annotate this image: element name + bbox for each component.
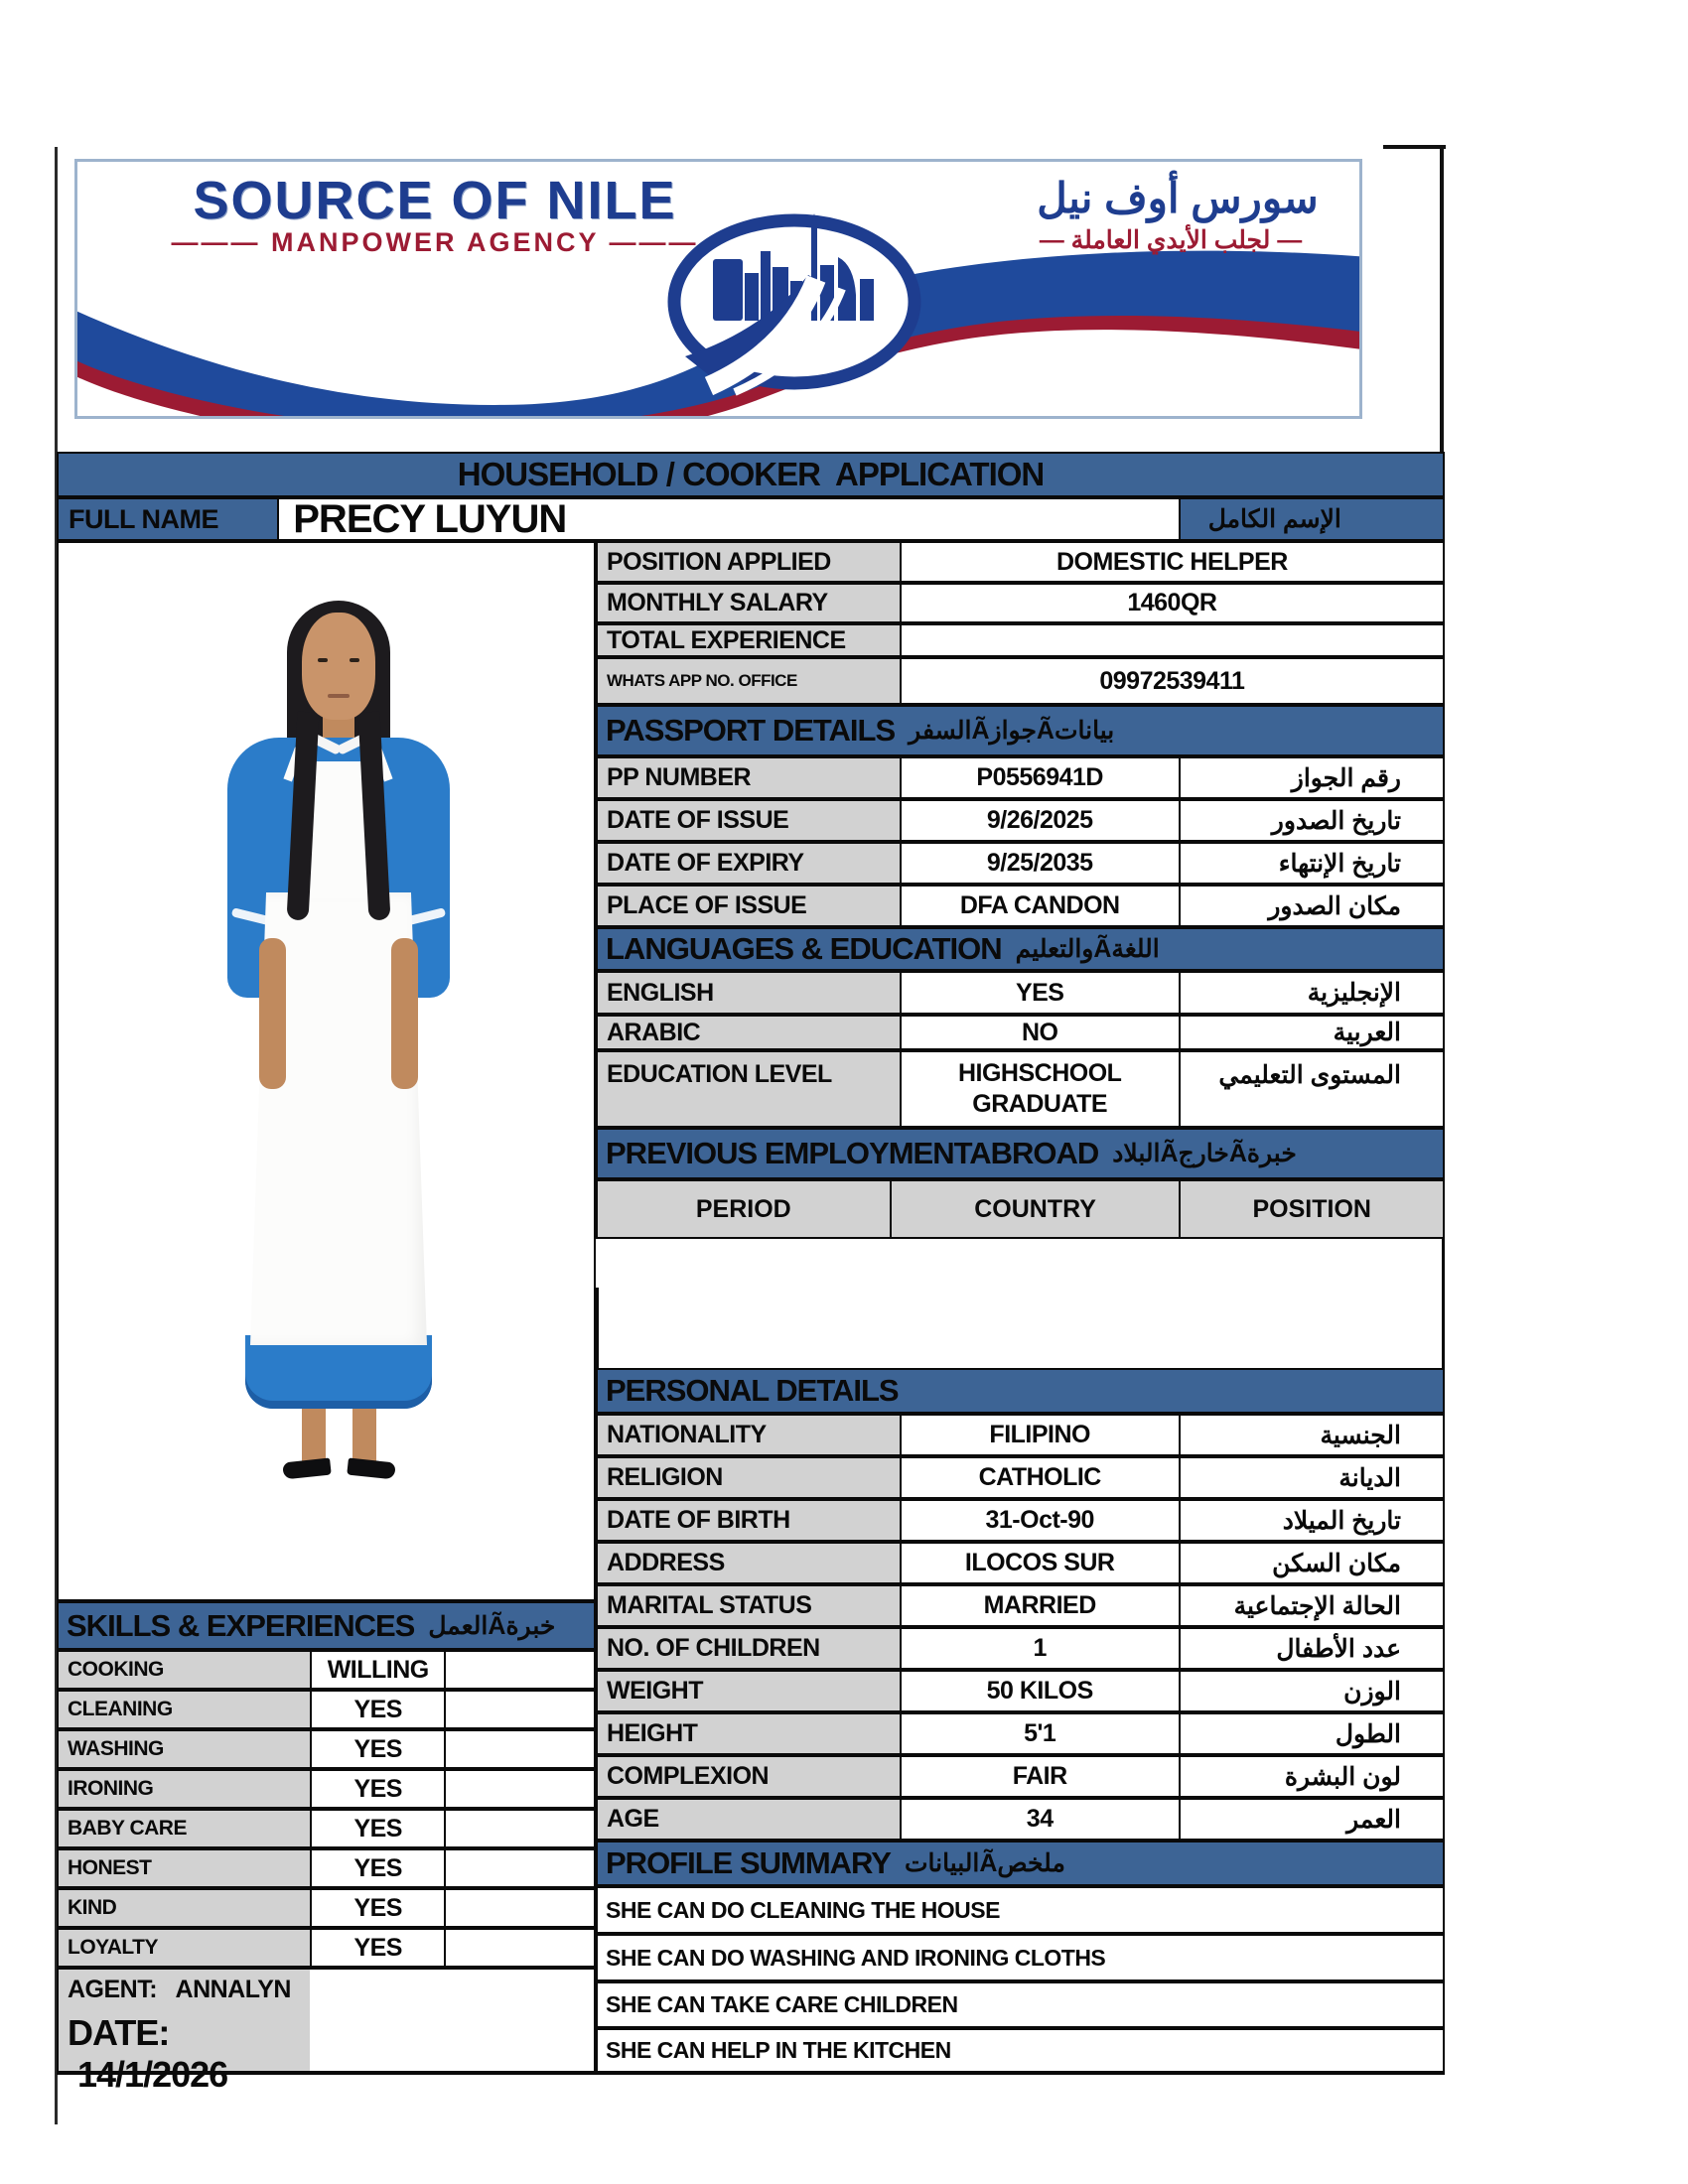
skill-value: YES xyxy=(310,1731,444,1767)
page-right-border xyxy=(1440,145,1444,455)
field-label-arabic: مكان الصدور xyxy=(1179,887,1443,925)
skill-label: HONEST xyxy=(59,1850,310,1886)
column-header-position: POSITION xyxy=(1179,1181,1443,1237)
table-row xyxy=(596,799,1445,842)
field-value: P0556941D xyxy=(900,758,1179,797)
field-label: RELIGION xyxy=(598,1458,900,1497)
field-label: PLACE OF ISSUE xyxy=(598,887,900,925)
field-label-arabic: الإنجليزية xyxy=(1179,973,1443,1013)
field-value xyxy=(900,625,1443,655)
skill-label: KIND xyxy=(59,1890,310,1926)
field-label: DATE OF BIRTH xyxy=(598,1501,900,1540)
agency-logo-banner xyxy=(74,159,1362,419)
skill-value: YES xyxy=(310,1890,444,1926)
field-label: HEIGHT xyxy=(598,1714,900,1753)
skill-row xyxy=(57,1928,596,1968)
field-label-arabic: تاريخ الإنتهاء xyxy=(1179,844,1443,883)
column-header-period: PERIOD xyxy=(598,1181,890,1237)
passport-header-arabic: السفرÃجوازÃبيانات xyxy=(909,717,1115,745)
skill-label: IRONING xyxy=(59,1771,310,1807)
skill-row xyxy=(57,1888,596,1928)
full-name-row xyxy=(57,497,1445,541)
education-value-line2: GRADUATE xyxy=(972,1090,1108,1118)
field-label-arabic: الديانة xyxy=(1179,1458,1443,1497)
table-row xyxy=(596,1670,1445,1712)
photo-skirt-hem xyxy=(245,1335,432,1409)
field-value: 34 xyxy=(900,1800,1179,1839)
skill-extra-cell xyxy=(444,1811,594,1846)
table-row xyxy=(596,1050,1445,1128)
field-value: 1 xyxy=(900,1629,1179,1668)
field-label-arabic: الحالة الإجتماعية xyxy=(1179,1586,1443,1625)
summary-line: SHE CAN DO CLEANING THE HOUSE xyxy=(596,1886,1445,1934)
profile-summary-header-text: PROFILE SUMMARY xyxy=(606,1845,891,1880)
field-value xyxy=(900,1052,1179,1126)
field-label-arabic: تاريخ الصدور xyxy=(1179,801,1443,840)
field-label-arabic: تاريخ الميلاد xyxy=(1179,1501,1443,1540)
field-value: ILOCOS SUR xyxy=(900,1544,1179,1582)
skills-header-arabic: العملÃخبرة xyxy=(428,1611,556,1640)
photo-eye xyxy=(318,658,328,662)
field-label-arabic: عدد الأطفال xyxy=(1179,1629,1443,1668)
field-value: 31-Oct-90 xyxy=(900,1501,1179,1540)
skill-label: LOYALTY xyxy=(59,1930,310,1966)
field-label: TOTAL EXPERIENCE xyxy=(598,625,900,655)
agent-date-empty-cell xyxy=(310,1970,594,2071)
form-title-bar xyxy=(57,452,1445,497)
table-row xyxy=(596,1015,1445,1050)
languages-header-arabic: والتعليمÃاللغة xyxy=(1015,935,1160,963)
table-row xyxy=(596,1584,1445,1627)
field-label-arabic: لون البشرة xyxy=(1179,1757,1443,1796)
languages-section-header xyxy=(596,927,1445,971)
table-row xyxy=(596,756,1445,799)
agency-name: SOURCE OF NILE xyxy=(193,171,677,230)
field-value: 50 KILOS xyxy=(900,1672,1179,1710)
field-value: MARRIED xyxy=(900,1586,1179,1625)
summary-line: SHE CAN TAKE CARE CHILDREN xyxy=(596,1981,1445,2028)
skill-value: WILLING xyxy=(310,1652,444,1688)
skill-extra-cell xyxy=(444,1652,594,1688)
profile-summary-header-arabic: البياناتÃملخص xyxy=(904,1849,1065,1877)
previous-employment-header-text: PREVIOUS EMPLOYMENTABROAD xyxy=(606,1136,1099,1170)
skill-label: BABY CARE xyxy=(59,1811,310,1846)
photo-eye xyxy=(350,658,359,662)
field-label: WEIGHT xyxy=(598,1672,900,1710)
field-label: NO. OF CHILDREN xyxy=(598,1629,900,1668)
full-name-label: FULL NAME xyxy=(59,499,277,539)
personal-header-text: PERSONAL DETAILS xyxy=(606,1373,899,1408)
skills-section-header xyxy=(57,1601,596,1650)
table-row xyxy=(596,1798,1445,1841)
column-header-country: COUNTRY xyxy=(890,1181,1180,1237)
photo-mouth xyxy=(328,694,350,698)
field-label-arabic: رقم الجواز xyxy=(1179,758,1443,797)
field-value: 1460QR xyxy=(900,585,1443,621)
skill-label: CLEANING xyxy=(59,1692,310,1727)
field-label-arabic: مكان السكن xyxy=(1179,1544,1443,1582)
field-label: DATE OF ISSUE xyxy=(598,801,900,840)
skill-label: COOKING xyxy=(59,1652,310,1688)
agent-value: ANNALYN xyxy=(175,1976,291,2003)
field-value: DOMESTIC HELPER xyxy=(900,543,1443,581)
previous-employment-header-arabic: البلادÃخارجÃخبرة xyxy=(1112,1140,1297,1167)
field-label: ENGLISH xyxy=(598,973,900,1013)
skill-value: YES xyxy=(310,1811,444,1846)
skill-extra-cell xyxy=(444,1692,594,1727)
full-name-value: PRECY LUYUN xyxy=(277,499,1178,539)
page-corner-bracket-horizontal xyxy=(1383,145,1446,149)
employment-empty-area xyxy=(596,1239,1445,1368)
field-value: 9/26/2025 xyxy=(900,801,1179,840)
agency-tagline: ——— MANPOWER AGENCY ——— xyxy=(137,227,733,258)
agent-label: AGENT: xyxy=(68,1976,158,2003)
date-value: 14/1/2026 xyxy=(77,2054,228,2095)
agency-name-arabic: سورس أوف نيل xyxy=(1037,175,1319,221)
field-label: NATIONALITY xyxy=(598,1416,900,1454)
skills-header-text: SKILLS & EXPERIENCES xyxy=(67,1607,415,1643)
skill-extra-cell xyxy=(444,1731,594,1767)
field-label-arabic: الجنسية xyxy=(1179,1416,1443,1454)
field-label: EDUCATION LEVEL xyxy=(598,1052,900,1126)
field-label: COMPLEXION xyxy=(598,1757,900,1796)
field-label: MONTHLY SALARY xyxy=(598,585,900,621)
field-value: 9/25/2035 xyxy=(900,844,1179,883)
education-value-line1: HIGHSCHOOL xyxy=(957,1058,1122,1087)
field-label: DATE OF EXPIRY xyxy=(598,844,900,883)
table-row xyxy=(596,623,1445,657)
skill-row xyxy=(57,1690,596,1729)
skill-row xyxy=(57,1650,596,1690)
full-name-label-arabic: الإسم الكامل xyxy=(1179,499,1443,539)
field-value: FILIPINO xyxy=(900,1416,1179,1454)
field-label-arabic: الوزن xyxy=(1179,1672,1443,1710)
field-label: POSITION APPLIED xyxy=(598,543,900,581)
summary-line: SHE CAN HELP IN THE KITCHEN xyxy=(596,2028,1445,2075)
table-row xyxy=(596,657,1445,705)
passport-header-text: PASSPORT DETAILS xyxy=(606,713,896,748)
personal-section-header xyxy=(596,1368,1445,1414)
summary-line: SHE CAN DO WASHING AND IRONING CLOTHS xyxy=(596,1934,1445,1981)
skill-extra-cell xyxy=(444,1930,594,1966)
agent-line xyxy=(68,1976,310,2004)
field-label: PP NUMBER xyxy=(598,758,900,797)
date-line xyxy=(68,2012,310,2096)
skill-value: YES xyxy=(310,1692,444,1727)
table-row xyxy=(596,1542,1445,1584)
field-label: ARABIC xyxy=(598,1017,900,1048)
field-label: MARITAL STATUS xyxy=(598,1586,900,1625)
previous-employment-section-header xyxy=(596,1128,1445,1179)
skill-row xyxy=(57,1769,596,1809)
skill-row xyxy=(57,1848,596,1888)
skill-value: YES xyxy=(310,1850,444,1886)
skill-extra-cell xyxy=(444,1890,594,1926)
table-row xyxy=(596,971,1445,1015)
photo-arm-left xyxy=(259,938,286,1089)
field-value: FAIR xyxy=(900,1757,1179,1796)
photo-arm-right xyxy=(391,938,418,1089)
skill-label: WASHING xyxy=(59,1731,310,1767)
table-row xyxy=(596,1627,1445,1670)
skill-value: YES xyxy=(310,1771,444,1807)
skill-extra-cell xyxy=(444,1850,594,1886)
table-row xyxy=(596,1456,1445,1499)
table-row xyxy=(596,541,1445,583)
right-column xyxy=(596,541,1445,2075)
table-row xyxy=(596,1499,1445,1542)
skill-row xyxy=(57,1729,596,1769)
date-label: DATE: xyxy=(68,2012,170,2053)
field-label: AGE xyxy=(598,1800,900,1839)
field-label-arabic: العمر xyxy=(1179,1800,1443,1839)
passport-section-header xyxy=(596,705,1445,756)
profile-summary-section-header xyxy=(596,1841,1445,1886)
gap-left-border xyxy=(596,1288,599,1368)
left-column xyxy=(57,541,596,2095)
field-label-arabic: العربية xyxy=(1179,1017,1443,1048)
field-value: YES xyxy=(900,973,1179,1013)
applicant-photo xyxy=(57,541,596,1601)
table-row xyxy=(596,583,1445,623)
table-row xyxy=(596,1712,1445,1755)
field-value: DFA CANDON xyxy=(900,887,1179,925)
photo-face xyxy=(302,613,375,720)
skill-value: YES xyxy=(310,1930,444,1966)
agency-tagline-arabic: — لجلب الأيدي العاملة — xyxy=(992,225,1349,255)
field-label-arabic: المستوى التعليمي xyxy=(1179,1052,1443,1126)
field-value: 5'1 xyxy=(900,1714,1179,1753)
table-row xyxy=(596,1414,1445,1456)
field-value: 09972539411 xyxy=(900,659,1443,703)
photo-shoe-left xyxy=(282,1458,332,1480)
field-label-arabic: الطول xyxy=(1179,1714,1443,1753)
agent-date-cell xyxy=(59,1970,310,2095)
form-title: HOUSEHOLD / COOKER APPLICATION xyxy=(457,456,1045,492)
field-value: NO xyxy=(900,1017,1179,1048)
table-row xyxy=(596,885,1445,927)
languages-header-text: LANGUAGES & EDUCATION xyxy=(606,931,1002,966)
skill-extra-cell xyxy=(444,1771,594,1807)
table-row xyxy=(596,1755,1445,1798)
table-row xyxy=(596,842,1445,885)
skill-row xyxy=(57,1809,596,1848)
employment-columns-row xyxy=(596,1179,1445,1239)
agent-date-block xyxy=(57,1968,596,2095)
photo-shoe-right xyxy=(347,1458,396,1480)
field-label: WHATS APP NO. OFFICE xyxy=(598,659,900,703)
field-value: CATHOLIC xyxy=(900,1458,1179,1497)
field-label: ADDRESS xyxy=(598,1544,900,1582)
